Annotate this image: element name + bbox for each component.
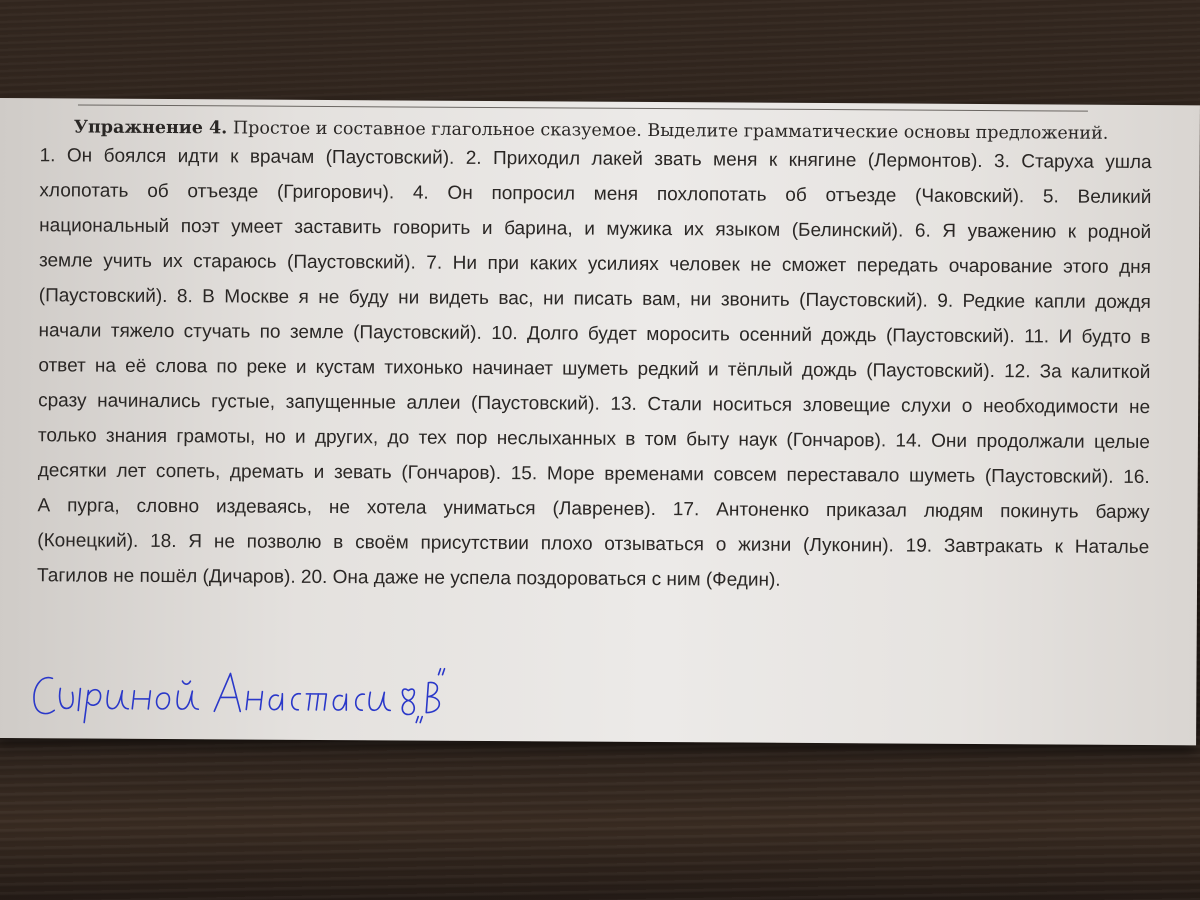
text-line-4: земле учить их стараюсь (Паустовский). 7. Ни при каких усилиях человек не сможет передать очарование этого дня — [38, 250, 1152, 279]
paper-strip — [0, 98, 1200, 745]
text-line-12: (Конецкий). 18. Я не позволю в своём присутствии плохо отзываться о жизни (Луконин). 19. Завтракать к Наталье — [37, 530, 1150, 559]
text-line-7: ответ на её слова по реке и кустам тихонько начинает шуметь редкий и тёплый дождь (Паустовский). 12. За калиткой — [38, 355, 1151, 384]
text-line-5: (Паустовский). 8. В Москве я не буду ни видеть вас, ни писать вам, ни звонить (Паустовский). 9. Редкие капли дождя — [38, 285, 1151, 314]
exercise-text — [37, 116, 1152, 600]
text-line-3: национальный поэт умеет заставить говорить и барина, и мужика их языком (Белинский). 6. Я уважению к родной — [39, 215, 1152, 244]
wooden-table-surface — [0, 730, 1200, 900]
text-line-13: Тагилов не пошёл (Дичаров). 20. Она даже не успела поздороваться с ним (Федин). — [37, 565, 781, 591]
text-line-11: А пурга, словно издеваясь, не хотела униматься (Лавренев). 17. Антоненко приказал людям покинуть баржу — [37, 495, 1150, 524]
text-line-8: сразу начинались густые, запущенные аллеи (Паустовский). 13. Стали носиться зловещие слухи о необходимости не — [38, 390, 1151, 419]
text-line-6: начали тяжело стучать по земле (Паустовский). 10. Долго будет моросить осенний дождь (Паустовский). 11. И будто в — [38, 320, 1151, 349]
handwritten-signature — [26, 658, 446, 731]
text-line-9: только знания грамоты, но и других, до тех пор неслыханных в том быту наук (Гончаров). 14. Они продолжали целые — [37, 425, 1150, 454]
exercise-instruction: Простое и составное глагольное сказуемое. Выделите грамматические основы предложений. — [232, 118, 1109, 144]
text-line-2: хлопотать об отъезде (Григорович). 4. Он попросил меня похлопотать об отъезде (Чаковский). 5. Великий — [39, 180, 1152, 209]
exercise-label: Упражнение 4. — [73, 117, 228, 139]
text-line-1: 1. Он боялся идти к врачам (Паустовский). 2. Приходил лакей звать меня к княгине (Лермонтов). 3. Старуха ушла — [39, 145, 1152, 174]
text-line-10: десятки лет сопеть, дремать и зевать (Гончаров). 15. Море временами совсем переставало шуметь (Паустовский). 16. — [37, 460, 1150, 489]
cut-line — [78, 104, 1088, 111]
